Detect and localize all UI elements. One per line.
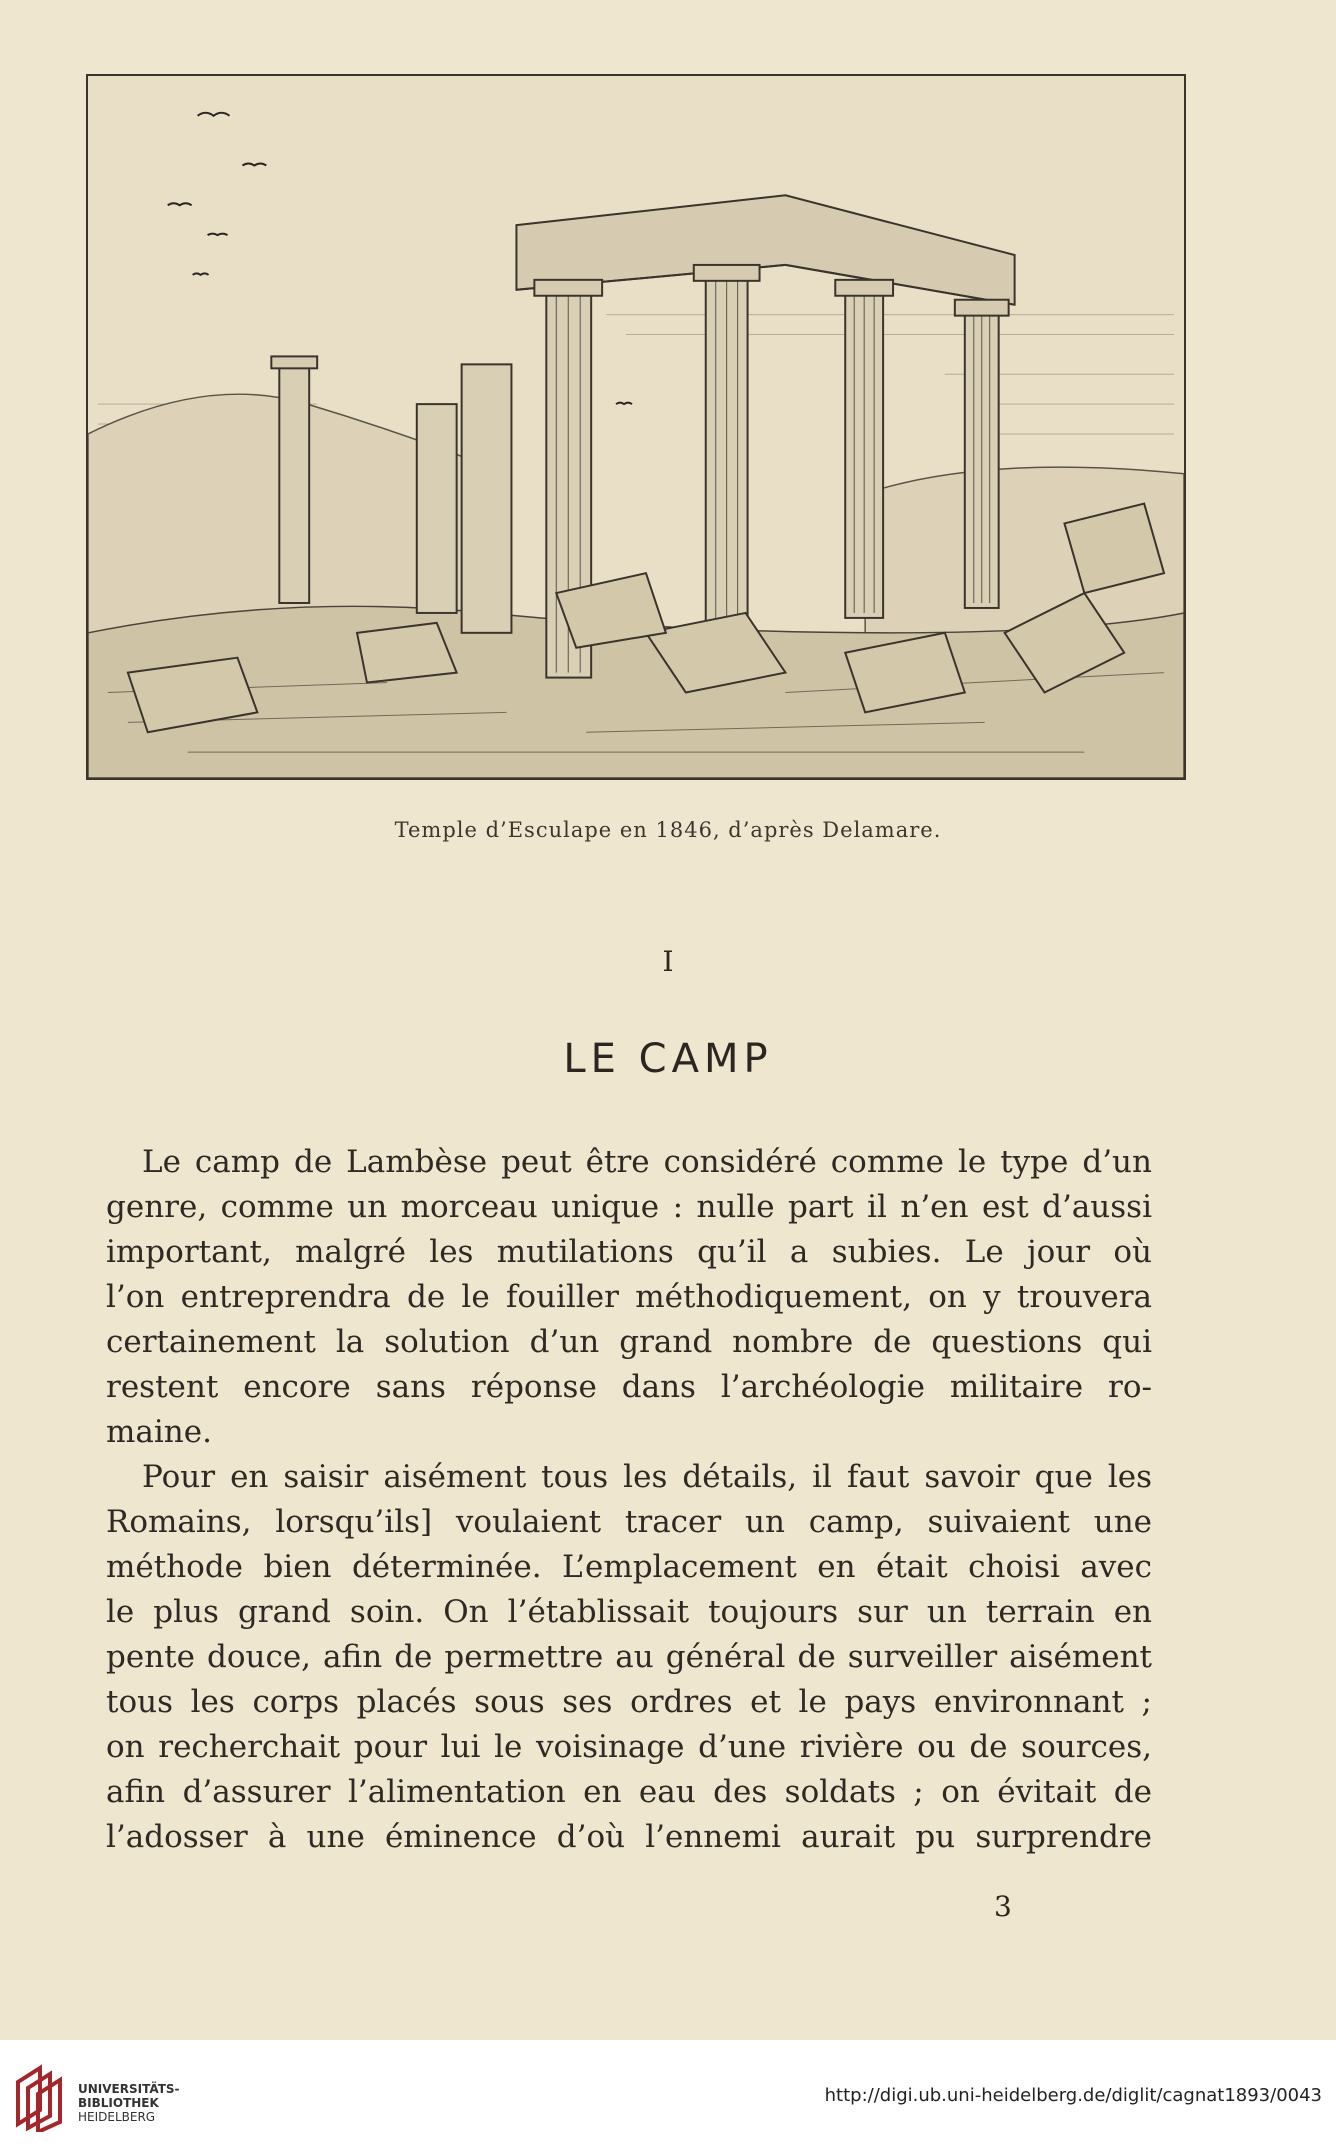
- chapter-title: LE CAMP: [563, 1036, 773, 1082]
- text-line: restent encore sans réponse dans l’archéologie militaire ro-: [106, 1369, 1152, 1405]
- text-line: le plus grand soin. On l’établissait toujours sur un terrain en: [106, 1594, 1152, 1630]
- text-line: afin d’assurer l’alimentation en eau des soldats ; on évitait de: [106, 1774, 1152, 1810]
- text-line: l’on entreprendra de le fouiller méthodiquement, on y trouvera: [106, 1279, 1152, 1315]
- text-line: maine.: [106, 1414, 212, 1450]
- logo-line: UNIVERSITÄTS-: [78, 2082, 180, 2096]
- text-line: certainement la solution d’un grand nombre de questions qui: [106, 1324, 1152, 1360]
- paragraph-1: [106, 1140, 1152, 1455]
- logo-line: BIBLIOTHEK: [78, 2096, 159, 2110]
- text-line: Pour en saisir aisément tous les détails, il faut savoir que les: [142, 1459, 1152, 1495]
- temple-ruins-image: [88, 76, 1184, 778]
- figure-caption: Temple d’Esculape en 1846, d’après Delamare.: [394, 818, 942, 842]
- text-line: Romains, lorsqu’ils] voulaient tracer un camp, suivaient une: [106, 1504, 1152, 1540]
- page-number: 3: [994, 1890, 1012, 1923]
- chapter-number: I: [662, 945, 674, 978]
- library-footer: [0, 2040, 1336, 2154]
- text-line: tous les corps placés sous ses ordres et le pays environnant ;: [106, 1684, 1152, 1720]
- text-line: genre, comme un morceau unique : nulle part il n’en est d’aussi: [106, 1189, 1152, 1225]
- source-url-link[interactable]: http://digi.ub.uni-heidelberg.de/diglit/cagnat1893/0043: [824, 2085, 1322, 2106]
- library-logo-text: [78, 2082, 180, 2124]
- text-line: pente douce, afin de permettre au général de surveiller aisément: [106, 1639, 1152, 1675]
- text-line: on recherchait pour lui le voisinage d’une rivière ou de sources,: [106, 1729, 1152, 1765]
- library-logo-icon: [10, 2062, 68, 2132]
- text-line: important, malgré les mutilations qu’il a subies. Le jour où: [106, 1234, 1152, 1270]
- text-line: méthode bien déterminée. L’emplacement en était choisi avec: [106, 1549, 1152, 1585]
- logo-line: HEIDELBERG: [78, 2110, 156, 2124]
- temple-engraving: [86, 74, 1186, 780]
- text-line: l’adosser à une éminence d’où l’ennemi aurait pu surprendre: [106, 1819, 1152, 1855]
- text-line: Le camp de Lambèse peut être considéré comme le type d’un: [142, 1144, 1152, 1180]
- body-text: [106, 1140, 1152, 1860]
- paragraph-2: [106, 1455, 1152, 1860]
